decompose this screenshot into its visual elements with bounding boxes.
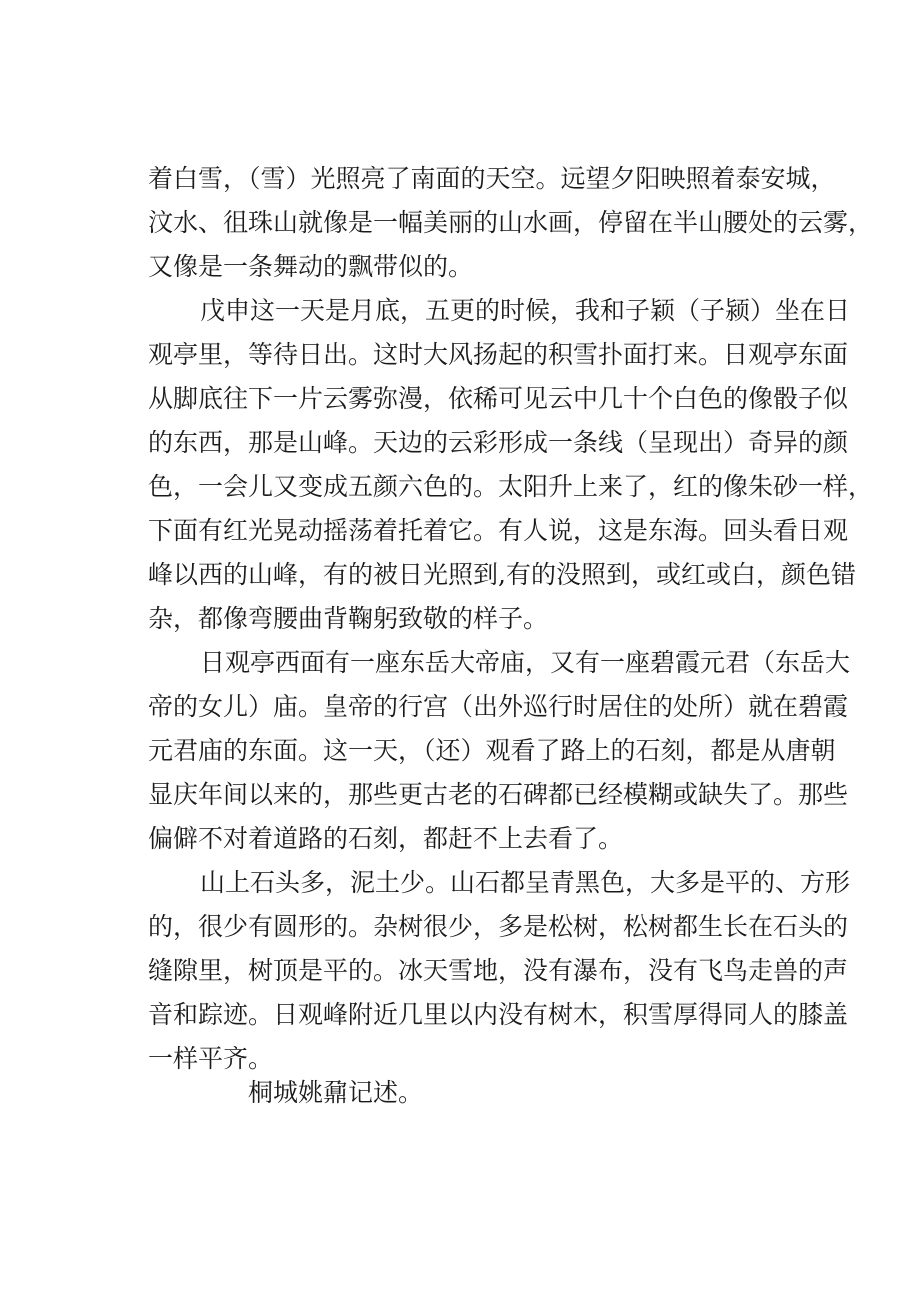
paragraph-4-line-3: 缝隙里，树顶是平的。冰天雪地，没有瀑布，没有飞鸟走兽的声 [148, 956, 849, 985]
paragraph-2-line-4: 的东西，那是山峰。天边的云彩形成一条线（呈现出）奇异的颜 [148, 428, 849, 457]
paragraph-3-line-2: 帝的女儿）庙。皇帝的行宫（出外巡行时居住的处所）就在碧霞 [148, 692, 849, 721]
paragraph-2-line-5: 色，一会儿又变成五颜六色的。太阳升上来了，红的像朱砂一样， [148, 472, 874, 501]
paragraph-1-line-3: 又像是一条舞动的飘带似的。 [148, 252, 474, 281]
paragraph-2-line-3: 从脚底往下一片云雾弥漫，依稀可见云中几十个白色的像骰子似 [148, 384, 849, 413]
signature: 桐城姚鼐记述。 [248, 1078, 424, 1107]
paragraph-1-line-1: 着白雪，（雪）光照亮了南面的天空。远望夕阳映照着泰安城， [148, 164, 836, 193]
paragraph-4-line-2: 的，很少有圆形的。杂树很少，多是松树，松树都生长在石头的 [148, 912, 849, 941]
paragraph-2-line-7: 峰以西的山峰，有的被日光照到,有的没照到，或红或白，颜色错 [148, 560, 856, 589]
paragraph-4-line-5: 一样平齐。 [148, 1044, 274, 1073]
paragraph-4-line-1: 山上石头多，泥土少。山石都呈青黑色，大多是平的、方形 [200, 868, 851, 897]
paragraph-2-line-6: 下面有红光晃动摇荡着托着它。有人说，这是东海。回头看日观 [148, 516, 849, 545]
paragraph-4-line-4: 音和踪迹。日观峰附近几里以内没有树木，积雪厚得同人的膝盖 [148, 1000, 849, 1029]
paragraph-2-line-1: 戊申这一天是月底，五更的时候，我和子颖（子颍）坐在日 [200, 296, 851, 325]
paragraph-3-line-4: 显庆年间以来的，那些更古老的石碑都已经模糊或缺失了。那些 [148, 780, 849, 809]
paragraph-1-line-2: 汶水、徂珠山就像是一幅美丽的山水画，停留在半山腰处的云雾， [148, 208, 874, 237]
paragraph-2-line-8: 杂，都像弯腰曲背鞠躬致敬的样子。 [148, 604, 549, 633]
paragraph-3-line-3: 元君庙的东面。这一天，（还）观看了路上的石刻，都是从唐朝 [148, 736, 836, 765]
paragraph-3-line-1: 日观亭西面有一座东岳大帝庙，又有一座碧霞元君（东岳大 [200, 648, 851, 677]
paragraph-2-line-2: 观亭里，等待日出。这时大风扬起的积雪扑面打来。日观亭东面 [148, 340, 849, 369]
paragraph-3-line-5: 偏僻不对着道路的石刻，都赶不上去看了。 [148, 824, 624, 853]
